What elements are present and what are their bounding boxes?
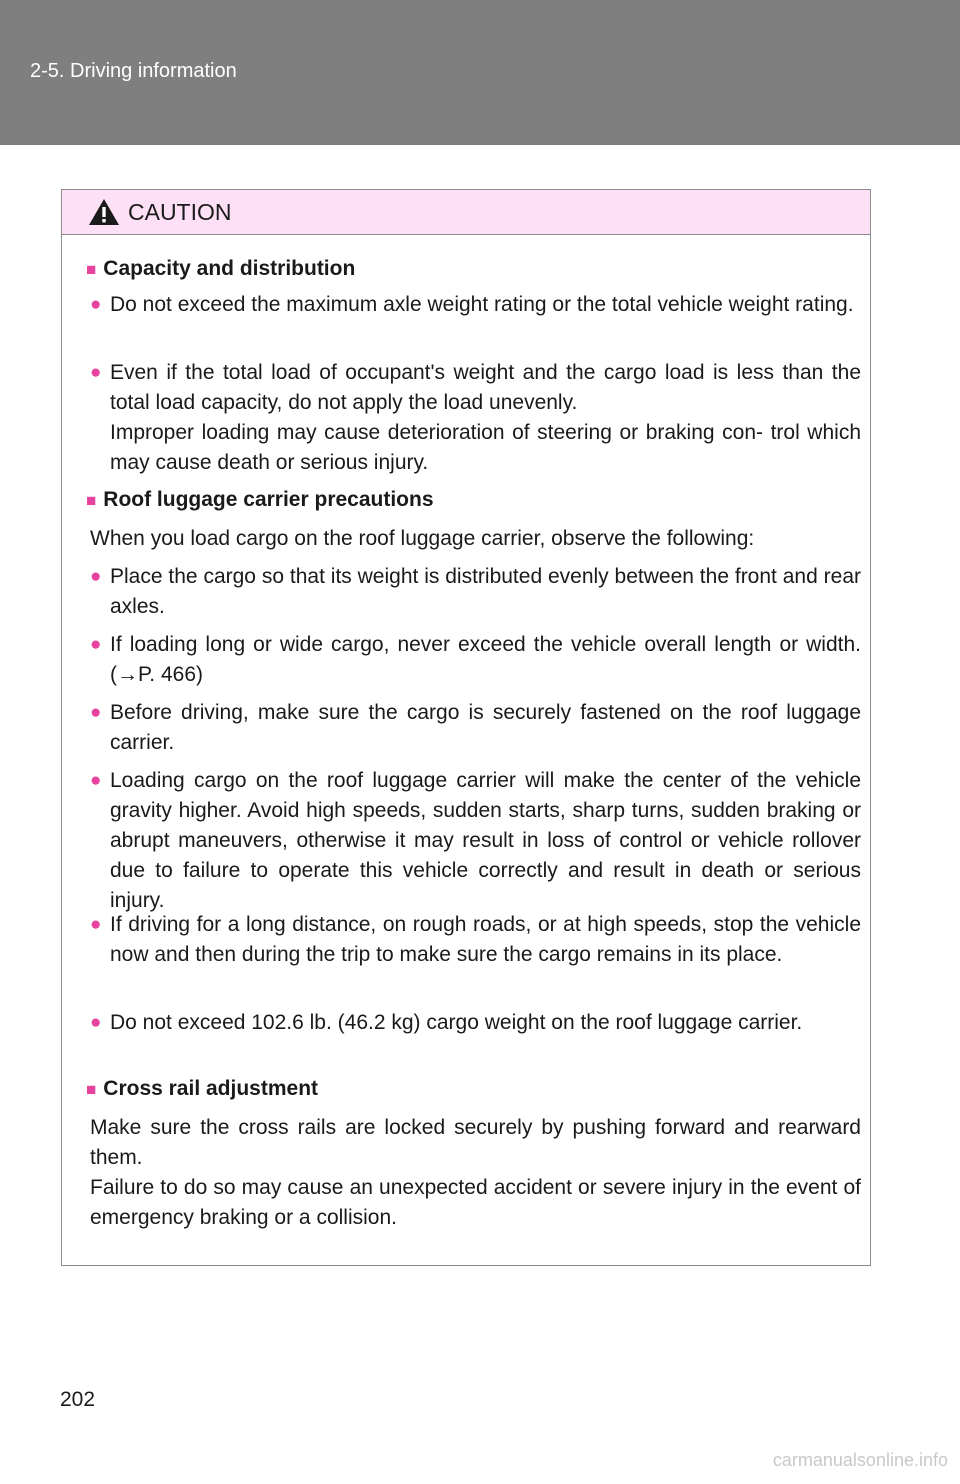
paragraph: Improper loading may cause deterioration of steering or braking con- trol which may cause death or serious injury. [110, 421, 861, 474]
page-number: 202 [60, 1388, 96, 1411]
list-item: ● Even if the total load of occupant's weight and the cargo load is less than the total load capacity, do not apply the load unevenly. [90, 358, 861, 418]
caution-box [61, 189, 871, 1266]
round-bullet-icon: ● [90, 566, 102, 587]
paragraph: Make sure the cross rails are locked securely by pushing forward and rearward them. [90, 1116, 861, 1169]
round-bullet-icon: ● [90, 914, 102, 935]
round-bullet-icon: ● [90, 702, 102, 723]
header-band [0, 0, 960, 145]
section-title: ■ Cross rail adjustment [86, 1077, 319, 1100]
section-breadcrumb: 2-5. Driving information [30, 60, 237, 82]
paragraph: Failure to do so may cause an unexpected accident or severe injury in the event of emergency braking or a collision. [90, 1176, 861, 1229]
round-bullet-icon: ● [90, 1012, 102, 1033]
section-title: ■ Capacity and distribution [86, 257, 356, 280]
round-bullet-icon: ● [90, 770, 102, 791]
intro-paragraph: When you load cargo on the roof luggage carrier, observe the following: [90, 527, 755, 550]
caution-header [62, 190, 870, 235]
round-bullet-icon: ● [90, 362, 102, 383]
list-item: ● Place the cargo so that its weight is distributed evenly between the front and rear axles. [90, 562, 861, 622]
section-title: ■ Roof luggage carrier precautions [86, 488, 434, 511]
watermark: carmanualsonline.info [772, 1450, 948, 1470]
list-item: ● Do not exceed 102.6 lb. (46.2 kg) cargo weight on the roof luggage carrier. [90, 1008, 861, 1038]
caution-label: CAUTION [128, 199, 232, 225]
round-bullet-icon: ● [90, 634, 102, 655]
square-bullet-icon: ■ [86, 1080, 97, 1099]
list-item: ● If driving for a long distance, on rough roads, or at high speeds, stop the vehicle now and then during the trip to make sure the cargo remains in its place. [90, 910, 861, 970]
list-item: ● Do not exceed the maximum axle weight rating or the total vehicle weight rating. [90, 290, 861, 320]
warning-triangle-icon [88, 198, 120, 226]
list-item: ● If loading long or wide cargo, never exceed the vehicle overall length or width. (→P. 466) [90, 630, 861, 690]
list-item: ● Before driving, make sure the cargo is securely fastened on the roof luggage carrier. [90, 698, 861, 758]
square-bullet-icon: ■ [86, 260, 97, 279]
list-item: ● Loading cargo on the roof luggage carrier will make the center of the vehicle gravity higher. Avoid high speeds, sudden starts, sharp turns, sudden braking or abrupt maneuvers, otherwise it may result in loss of control or vehicle rollover due to failure to operate this vehicle correctly and result in death or serious injury. [90, 766, 861, 916]
square-bullet-icon: ■ [86, 491, 97, 510]
round-bullet-icon: ● [90, 294, 102, 315]
